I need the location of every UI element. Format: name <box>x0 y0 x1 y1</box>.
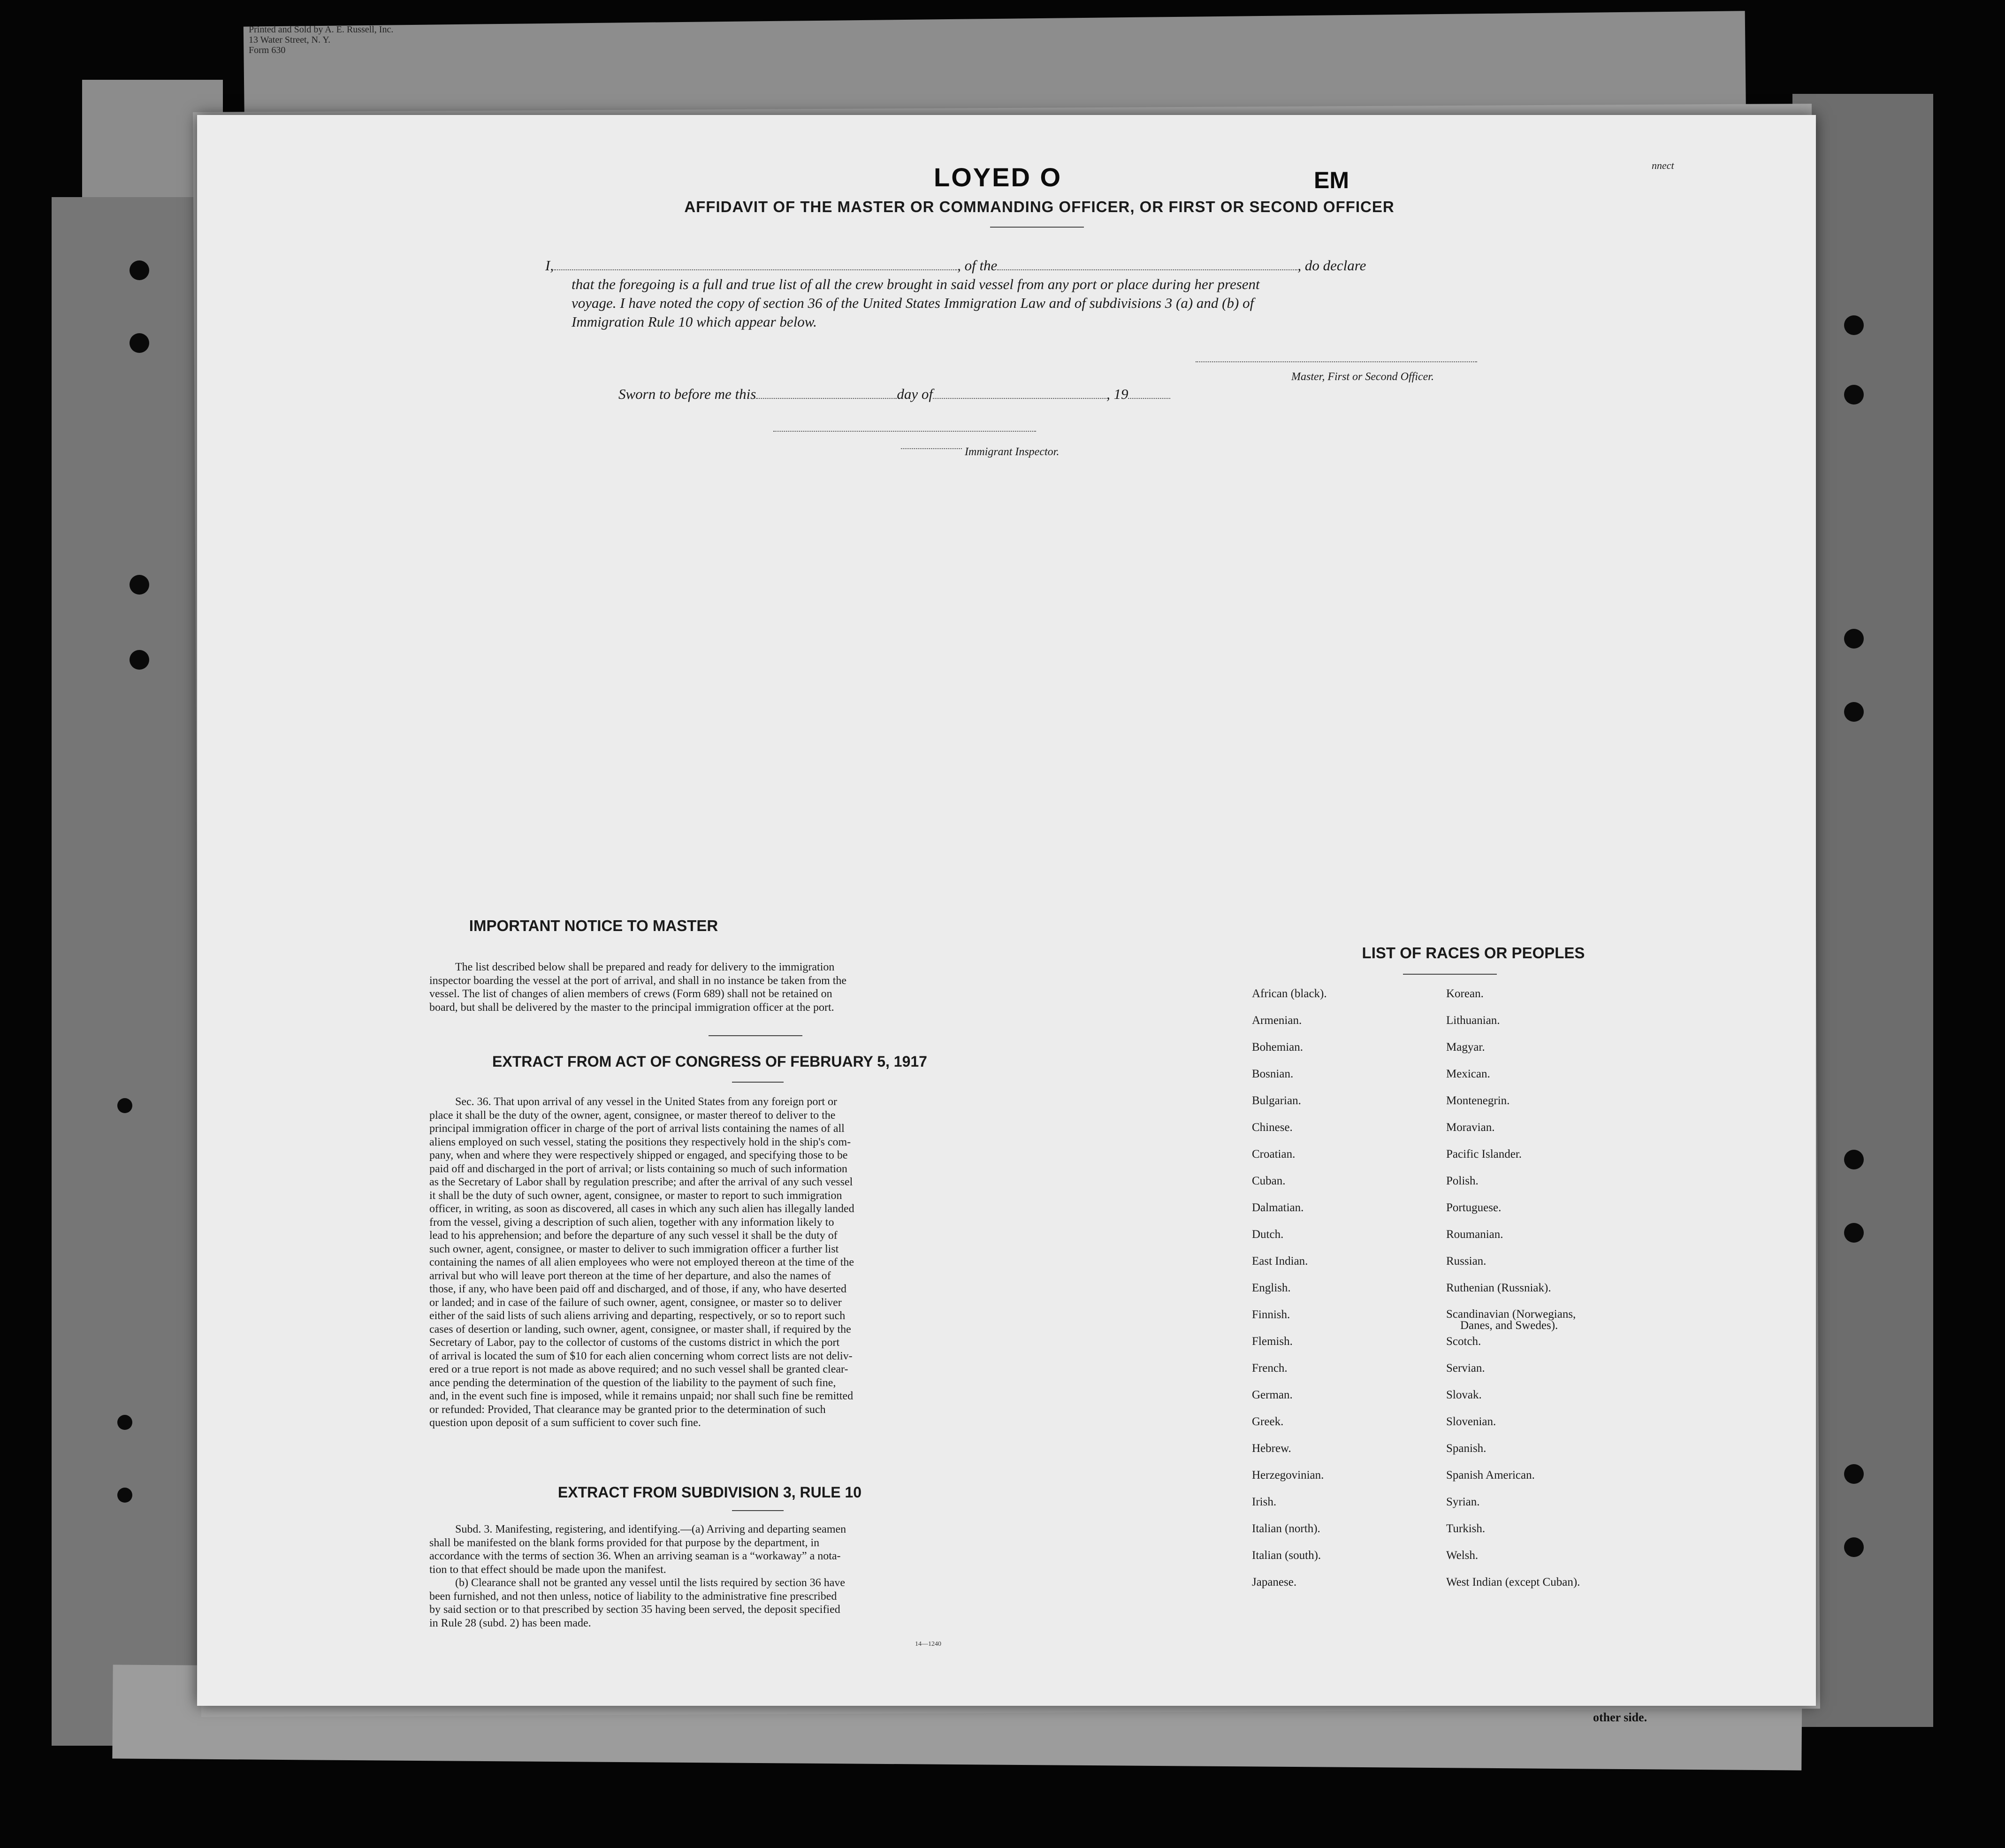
race-item: Bosnian. <box>1252 1068 1294 1080</box>
punch-hole <box>1844 385 1864 405</box>
sworn-line: Sworn to before me this day of , 19 <box>618 386 1170 403</box>
punch-hole <box>1844 1223 1864 1243</box>
punch-hole <box>130 260 149 280</box>
day-blank[interactable] <box>756 398 897 399</box>
race-item: Korean. <box>1446 987 1484 1000</box>
race-item: Italian (south). <box>1252 1549 1321 1562</box>
race-item: Croatian. <box>1252 1148 1296 1161</box>
race-item: Lithuanian. <box>1446 1014 1500 1027</box>
punch-hole <box>130 575 149 595</box>
notice-paragraph: The list described below shall be prepared and ready for delivery to the immigration inspector boarding the vessel at the port of arrival, and shall in no instance be taken from the vessel. The list of changes of alien members of crews (Form 689) shall not be retained on board, but shall be delivered by the master to the principal immigration officer at the port. <box>429 961 847 1014</box>
inspector-signature-blank[interactable] <box>773 431 1036 432</box>
races-left-column <box>1252 988 1327 1603</box>
divider <box>732 1510 784 1511</box>
punch-hole <box>117 1415 132 1430</box>
race-item: Chinese. <box>1252 1121 1293 1134</box>
race-item: Montenegrin. <box>1446 1094 1510 1107</box>
race-item: Roumanian. <box>1446 1228 1503 1241</box>
act-heading: EXTRACT FROM ACT OF CONGRESS OF FEBRUARY 5, 1917 <box>492 1053 927 1070</box>
punch-hole <box>117 1488 132 1503</box>
race-item: East Indian. <box>1252 1255 1308 1268</box>
race-item: Moravian. <box>1446 1121 1495 1134</box>
divider <box>1403 974 1497 975</box>
race-item: Russian. <box>1446 1255 1487 1268</box>
connect-fragment: nnect <box>1652 160 1674 171</box>
race-item: Servian. <box>1446 1362 1485 1375</box>
race-item: English. <box>1252 1282 1291 1294</box>
race-item: Cuban. <box>1252 1175 1286 1187</box>
race-item: Irish. <box>1252 1496 1277 1508</box>
affidavit-line-3: voyage. I have noted the copy of section 36 of the United States Immigration Law and of subdivisions 3 (a) and (b) of <box>572 295 1254 311</box>
race-item: Japanese. <box>1252 1576 1297 1588</box>
rule-paragraph: Subd. 3. Manifesting, registering, and identifying.—(a) Arriving and departing seamen shall be manifested on the blank forms provided for that purpose by the department, in accordance with the terms of section 36. When an arriving seaman is a “workaway” a nota- tion to that effect should be made upon the manifest. (b) Clearance shall not be granted any vessel until the lists required by section 36 have been furnished, and not then unless, notice of liability to the administrative fine prescribed by said section or to that prescribed by section 35 having been served, the deposit specified in Rule 28 (subd. 2) has been made. <box>429 1523 846 1629</box>
punch-hole <box>1844 315 1864 335</box>
race-item: Ruthenian (Russniak). <box>1446 1282 1551 1294</box>
race-item: West Indian (except Cuban). <box>1446 1576 1580 1588</box>
divider <box>732 1082 784 1083</box>
form-code: 14—1240 <box>915 1641 941 1648</box>
punch-hole <box>1844 1150 1864 1169</box>
race-item: French. <box>1252 1362 1288 1375</box>
races-right-column <box>1446 988 1580 1603</box>
race-item: Herzegovinian. <box>1252 1469 1324 1481</box>
race-item: Scandinavian (Norwegians, Danes, and Swedes). <box>1446 1308 1576 1332</box>
act-paragraph: Sec. 36. That upon arrival of any vessel in the United States from any foreign port or place it shall be the duty of the owner, agent, consignee, or master thereof to deliver to the principal immigration officer in charge of the port of arrival lists containing the names of all aliens employed on such vessel, stating the positions they respectively hold in the ship's com- pany, when and where they were respectively shipped or engaged, and specifying those to be paid off and discharged in the port of arrival; or lists containing so much of such information as the Secretary of Labor shall by regulation prescribe; and after the arrival of any such vessel it shall be the duty of such owner, agent, consignee, or master to report to such immigration officer, in writing, as soon as discovered, all cases in which any such alien has illegally landed from the vessel, giving a description of such alien, together with any information likely to lead to his apprehension; and before the departure of any such vessel it shall be the duty of such owner, agent, consignee, or master to deliver to such immigration officer a further list containing the names of all alien employees who were not employed thereon at the time of the arrival but who will leave port thereon at the time of her departure, and also the names of those, if any, who have been paid off and discharged, and of those, if any, who have deserted or landed; and in case of the failure of such owner, agent, consignee, or master so to deliver either of the said lists of such aliens arriving and departing, respectively, or so to report such cases of desertion or landing, such owner, agent, consignee, or master shall, if required by the Secretary of Labor, pay to the collector of customs of the customs district in which the port of arrival is located the sum of $10 for each alien concerning whom correct lists are not deliv- ered or a true report is not made as above required; and no such vessel shall be granted clear- ance pending the determination of the question of the liability to the payment of such fine, and, in the event such fine is imposed, while it remains unpaid; nor shall such fine be remitted or refunded: Provided, That clearance may be granted prior to the determination of such question upon deposit of a sum sufficient to cover such fine. <box>429 1096 854 1429</box>
race-item: Welsh. <box>1446 1549 1479 1562</box>
affidavit-line-1: I, , of the , do declare <box>545 257 1366 274</box>
affidavit-title: AFFIDAVIT OF THE MASTER OR COMMANDING OFFICER, OR FIRST OR SECOND OFFICER <box>684 198 1395 215</box>
race-item: Slovak. <box>1446 1389 1482 1401</box>
inspector-label: Immigrant Inspector. <box>965 446 1060 458</box>
race-item: Hebrew. <box>1252 1442 1291 1455</box>
divider <box>990 227 1084 228</box>
race-item: Syrian. <box>1446 1496 1480 1508</box>
race-item: Turkish. <box>1446 1522 1486 1535</box>
affidavit-line-2: that the foregoing is a full and true list of all the crew brought in said vessel from any port or place during her present <box>572 276 1260 292</box>
background-sheet-left-lower <box>52 197 202 1746</box>
punch-hole <box>130 333 149 353</box>
divider <box>709 1035 802 1036</box>
race-item: Armenian. <box>1252 1014 1302 1027</box>
race-item: Dutch. <box>1252 1228 1284 1241</box>
race-item: Portuguese. <box>1446 1201 1502 1214</box>
race-item: German. <box>1252 1389 1293 1401</box>
punch-hole <box>1844 1464 1864 1484</box>
master-label: Master, First or Second Officer. <box>1291 371 1434 383</box>
rule-heading: EXTRACT FROM SUBDIVISION 3, RULE 10 <box>557 1484 862 1501</box>
master-signature-blank[interactable] <box>1196 361 1477 362</box>
race-item: African (black). <box>1252 987 1327 1000</box>
vessel-blank[interactable] <box>997 269 1297 270</box>
punch-hole <box>117 1098 132 1113</box>
race-item: Italian (north). <box>1252 1522 1320 1535</box>
race-item: Spanish American. <box>1446 1469 1535 1481</box>
inspector-blank-short[interactable] <box>901 448 962 449</box>
race-item: Flemish. <box>1252 1335 1293 1348</box>
punch-hole <box>1844 629 1864 649</box>
punch-hole <box>1844 1537 1864 1557</box>
race-item: Spanish. <box>1446 1442 1487 1455</box>
race-item: Bohemian. <box>1252 1041 1304 1054</box>
race-item: Bulgarian. <box>1252 1094 1301 1107</box>
form-title-fragment: LOYED O <box>934 162 1062 192</box>
punch-hole <box>1844 702 1864 722</box>
other-side-note: other side. <box>1593 1711 1647 1724</box>
punch-hole <box>130 650 149 670</box>
race-item: Dalmatian. <box>1252 1201 1304 1214</box>
race-item: Magyar. <box>1446 1041 1485 1054</box>
affidavit-line-4: Immigration Rule 10 which appear below. <box>572 313 817 330</box>
race-item: Greek. <box>1252 1415 1284 1428</box>
race-item: Mexican. <box>1446 1068 1490 1080</box>
year-blank[interactable] <box>1128 398 1170 399</box>
printer-note: Printed and Sold by A. E. Russell, Inc. 13 Water Street, N. Y. Form 630 <box>249 24 394 55</box>
form-title-fragment-right: EM <box>1314 167 1349 193</box>
race-item: Polish. <box>1446 1175 1479 1187</box>
race-item: Scotch. <box>1446 1335 1481 1348</box>
race-item: Finnish. <box>1252 1308 1290 1321</box>
race-item: Slovenian. <box>1446 1415 1496 1428</box>
month-blank[interactable] <box>933 398 1106 399</box>
name-blank[interactable] <box>554 269 957 270</box>
race-item: Pacific Islander. <box>1446 1148 1522 1161</box>
races-heading: LIST OF RACES OR PEOPLES <box>1362 944 1585 962</box>
notice-heading: IMPORTANT NOTICE TO MASTER <box>469 917 718 934</box>
